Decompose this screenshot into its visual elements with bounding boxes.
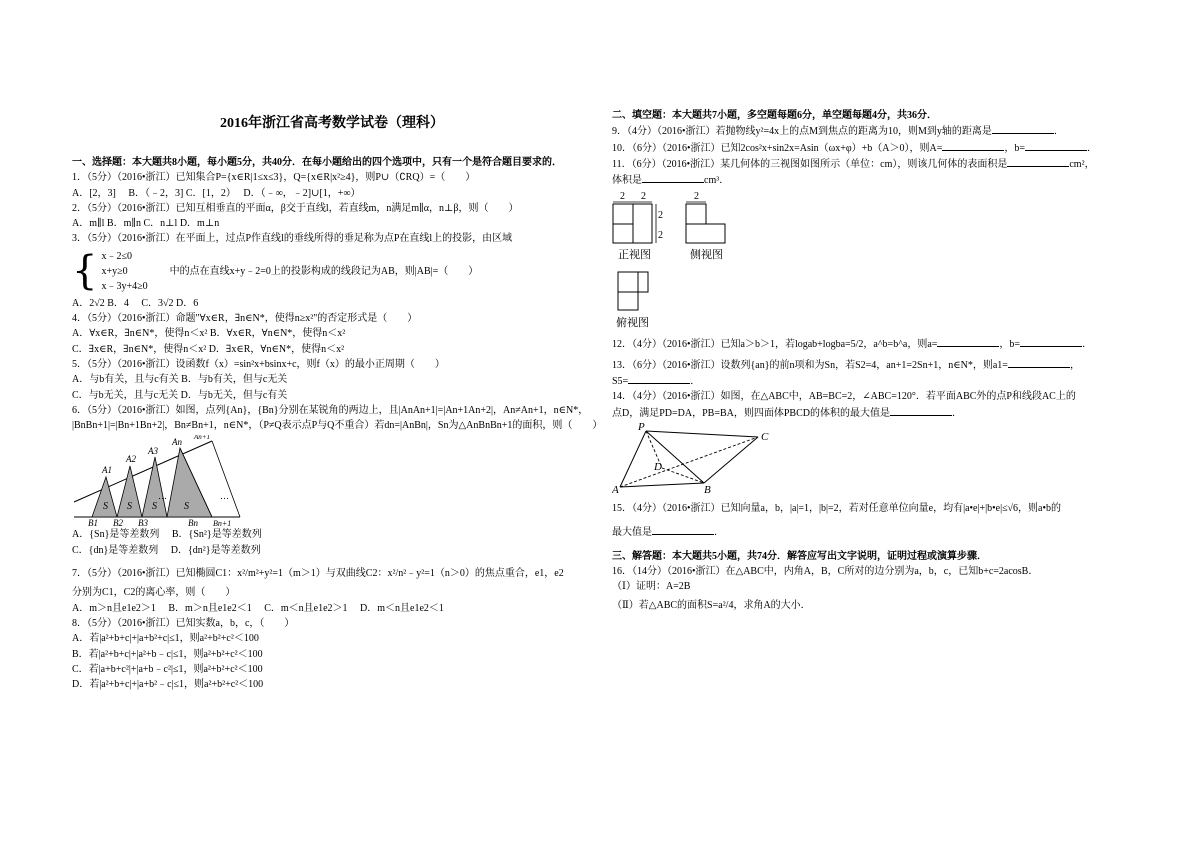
question-6-options-ab: A．{Sn}是等差数列 B．{Sn²}是等差数列 xyxy=(72,529,262,541)
question-16-part1: （Ⅰ）证明：A=2B xyxy=(612,581,691,593)
label-b1: B1 xyxy=(88,518,98,528)
answer-blank xyxy=(890,405,952,416)
right-column xyxy=(612,108,1132,614)
answer-blank xyxy=(1025,140,1087,151)
label-bn: Bn xyxy=(188,518,198,528)
dim-label: 2 xyxy=(658,230,663,242)
question-6-line2: |BnBn+1|=|Bn+1Bn+2|，Bn≠Bn+1，n∈N*，（P≠Q表示点P与Q不重合）若dn=|AnBn|，Sn为△AnBnBn+1的面积，则（ ） xyxy=(72,420,603,432)
question-1: 1．（5分）（2016•浙江）已知集合P={x∈R|1≤x≤3}，Q={x∈R|x²≥4}，则P∪（∁RQ）=（ ） xyxy=(72,172,476,184)
label-a1: A1 xyxy=(102,465,112,476)
label-bn1: Bn+1 xyxy=(213,519,232,528)
question-1-options: A．[2，3] B．（﹣2，3] C．[1，2） D．（﹣∞，﹣2]∪[1，+∞） xyxy=(72,187,361,199)
answer-blank xyxy=(942,140,1004,151)
question-2: 2．（5分）（2016•浙江）已知互相垂直的平面α，β交于直线l，若直线m，n满足m∥α，n⊥β，则（ ） xyxy=(72,202,519,214)
answer-blank xyxy=(628,373,690,384)
ellipsis-1: … xyxy=(158,491,167,502)
question-3-system xyxy=(72,249,592,294)
front-view-caption: 正视图 xyxy=(618,248,651,262)
question-7-line2: 分别为C1，C2的离心率，则（ ） xyxy=(72,587,236,599)
dim-label: 2 xyxy=(658,210,663,222)
answer-blank xyxy=(652,524,714,535)
question-6-line1: 6．（5分）（2016•浙江）如图，点列{An}，{Bn}分别在某锐角的两边上，且|AnAn+1|=|An+1An+2|，An≠An+1，n∈N*， xyxy=(72,404,589,416)
question-8-option-a: A．若|a²+b+c|+|a+b²+c|≤1，则a²+b²+c²＜100 xyxy=(72,633,259,645)
question-11-unit: cm²， xyxy=(1069,158,1095,170)
section-solve-header: 三、解答题：本大题共5小题，共74分．解答应写出文字说明，证明过程或演算步骤． xyxy=(612,550,987,562)
label-s2: S xyxy=(127,501,132,513)
question-7-line1: 7．（5分）（2016•浙江）已知椭圆C1：x²/m²+y²=1（m＞1）与双曲线C2：x²/n²﹣y²=1（n＞0）的焦点重合，e1，e2 xyxy=(72,568,564,580)
side-view-caption: 侧视图 xyxy=(690,248,723,262)
inequality-2: x+y≥0 xyxy=(101,265,128,277)
inequality-1: x﹣2≤0 xyxy=(101,250,132,262)
top-view-caption: 俯视图 xyxy=(616,316,649,330)
question-15-text: 最大值是 xyxy=(612,527,652,539)
question-7-options: A．m＞n且e1e2＞1 B．m＞n且e1e2＜1 C．m＜n且e1e2＞1 D．m＜n且e1e2＜1 xyxy=(72,602,444,614)
question-11-three-views xyxy=(612,188,762,332)
question-3-tail: 中的点在直线x+y﹣2=0上的投影构成的线段记为AB，则|AB|=（ ） xyxy=(169,265,479,277)
question-8: 8．（5分）（2016•浙江）已知实数a，b，c，（ ） xyxy=(72,617,295,629)
label-p: P xyxy=(638,422,645,433)
answer-blank xyxy=(1007,156,1069,167)
question-3-options: A．2√2 B．4 C．3√2 D．6 xyxy=(72,297,199,309)
question-11-volume-text: 体积是 xyxy=(612,175,642,187)
answer-blank xyxy=(1020,336,1082,347)
section-choice-header: 一、选择题：本大题共8小题，每小题5分，共40分．在每小题给出的四个选项中，只有一个是符合题目要求的． xyxy=(72,157,562,168)
question-10: 10．（6分）（2016•浙江）已知2cos²x+sin2x=Asin（ωx+φ）+b（A＞0），则A= ，b= ． xyxy=(612,140,1132,156)
question-14-line2: 点D，满足PD=DA，PB=BA，则四面体PBCD的体积的最大值是 ． xyxy=(612,405,1132,421)
dim-label: 2 xyxy=(694,191,699,203)
answer-blank xyxy=(1008,357,1070,368)
question-15: 15．（4分）（2016•浙江）已知向量a，b，|a|=1，|b|=2，若对任意单位向量e，均有|a•e|+|b•e|≤√6，则a•b的 xyxy=(612,502,1061,514)
label-a2: A2 xyxy=(126,454,136,465)
section-fill-header: 二、填空题：本大题共7小题，多空题每题6分，单空题每题4分，共36分． xyxy=(612,110,937,121)
question-11-unit2: cm³． xyxy=(704,175,730,187)
label-a: A xyxy=(612,483,619,495)
question-5-options-ab: A．与b有关，且与c有关 B．与b有关，但与c无关 xyxy=(72,374,288,386)
label-b3: B3 xyxy=(138,518,148,528)
question-13-s5: S5= xyxy=(612,376,629,388)
label-sn: S xyxy=(184,501,189,513)
question-16-part2: （Ⅱ）若△ABC的面积S=a²/4，求角A的大小． xyxy=(612,600,811,612)
question-3: 3．（5分）（2016•浙江）在平面上，过点P作直线l的垂线所得的垂足称为点P在直线l上的投影，由区域 xyxy=(72,233,513,245)
question-14-figure xyxy=(612,423,782,495)
question-4-options-cd: C．∃x∈R，∃n∈N*，使得n＜x² D．∃x∈R，∀n∈N*，使得n＜x² xyxy=(72,343,345,355)
question-8-option-b: B．若|a²+b+c|+|a²+b﹣c|≤1，则a²+b²+c²＜100 xyxy=(72,648,263,660)
question-6-figure xyxy=(72,435,242,527)
question-10-b: ，b= xyxy=(1004,142,1026,154)
question-8-option-c: C．若|a+b+c²|+|a+b﹣c²|≤1，则a²+b²+c²＜100 xyxy=(72,663,263,675)
left-column xyxy=(72,155,603,692)
label-s3: S xyxy=(152,501,157,513)
question-12: 12．（4分）（2016•浙江）已知a＞b＞1，若logab+logba=5/2，a^b=b^a，则a= ，b= ． xyxy=(612,336,1132,352)
question-14-text: 点D，满足PD=DA，PB=BA，则四面体PBCD的体积的最大值是 xyxy=(612,407,890,419)
question-2-options: A．m∥l B．m∥n C．n⊥l D．m⊥n xyxy=(72,218,220,230)
label-c: C xyxy=(761,430,769,443)
label-d: D xyxy=(654,460,662,473)
question-4-options-ab: A．∀x∈R，∃n∈N*，使得n＜x² B．∀x∈R，∀n∈N*，使得n＜x² xyxy=(72,328,346,340)
brace-symbol: { xyxy=(72,248,98,295)
answer-blank xyxy=(642,172,704,183)
question-16: 16．（14分）（2016•浙江）在△ABC中，内角A，B，C所对的边分别为a，b，c，已知b+c=2acosB． xyxy=(612,565,1039,577)
label-an: An xyxy=(172,437,182,448)
question-8-option-d: D．若|a²+b+c|+|a+b²﹣c|≤1，则a²+b²+c²＜100 xyxy=(72,679,264,691)
question-13-line2: S5= ． xyxy=(612,373,1132,389)
answer-blank xyxy=(937,336,999,347)
question-13-text: 13．（6分）（2016•浙江）设数列{an}的前n项和为Sn，若S2=4，an+1=2Sn+1，n∈N*，则a1= xyxy=(612,359,1008,371)
question-9: 9．（4分）（2016•浙江）若抛物线y²=4x上的点M到焦点的距离为10，则M到y轴的距离是 ． xyxy=(612,123,1132,139)
question-12-b: ，b= xyxy=(999,339,1021,351)
label-s1: S xyxy=(103,501,108,513)
question-14-line1: 14．（4分）（2016•浙江）如图，在△ABC中，AB=BC=2，∠ABC=120°．若平面ABC外的点P和线段AC上的 xyxy=(612,391,1076,403)
question-11-line2 xyxy=(612,172,1132,188)
question-11 xyxy=(612,156,1132,172)
label-b: B xyxy=(704,483,711,495)
question-9-text: 9．（4分）（2016•浙江）若抛物线y²=4x上的点M到焦点的距离为10，则M到y轴的距离是 xyxy=(612,126,992,138)
question-5: 5．（5分）（2016•浙江）设函数f（x）=sin²x+bsinx+c，则f（x）的最小正周期（ ） xyxy=(72,358,445,370)
question-4: 4．（5分）（2016•浙江）命题"∀x∈R，∃n∈N*，使得n≥x²"的否定形式是（ ） xyxy=(72,313,418,325)
question-15-line2: 最大值是 ． xyxy=(612,524,1132,540)
question-5-options-cd: C．与b无关，且与c无关 D．与b无关，但与c有关 xyxy=(72,389,288,401)
page-title: 2016年浙江省高考数学试卷（理科） xyxy=(220,116,444,131)
inequality-3: x﹣3y+4≥0 xyxy=(101,280,148,292)
question-11-text: 11．（6分）（2016•浙江）某几何体的三视图如图所示（单位：cm），则该几何体的表面积是 xyxy=(612,158,1008,170)
question-10-text: 10．（6分）（2016•浙江）已知2cos²x+sin2x=Asin（ωx+φ）+b（A＞0），则A= xyxy=(612,142,943,154)
question-6-options-cd: C．{dn}是等差数列 D．{dn²}是等差数列 xyxy=(72,544,261,556)
question-12-text: 12．（4分）（2016•浙江）已知a＞b＞1，若logab+logba=5/2，a^b=b^a，则a= xyxy=(612,339,938,351)
answer-blank xyxy=(992,123,1054,134)
dim-label: 2 xyxy=(620,191,625,203)
dim-label: 2 xyxy=(641,191,646,203)
label-an1: An+1 xyxy=(194,435,210,442)
label-b2: B2 xyxy=(113,518,123,528)
question-13: 13．（6分）（2016•浙江）设数列{an}的前n项和为Sn，若S2=4，an+1=2Sn+1，n∈N*，则a1= ， xyxy=(612,357,1132,373)
inequality-system xyxy=(101,249,147,294)
ellipsis-2: … xyxy=(220,491,229,502)
label-a3: A3 xyxy=(148,446,158,457)
